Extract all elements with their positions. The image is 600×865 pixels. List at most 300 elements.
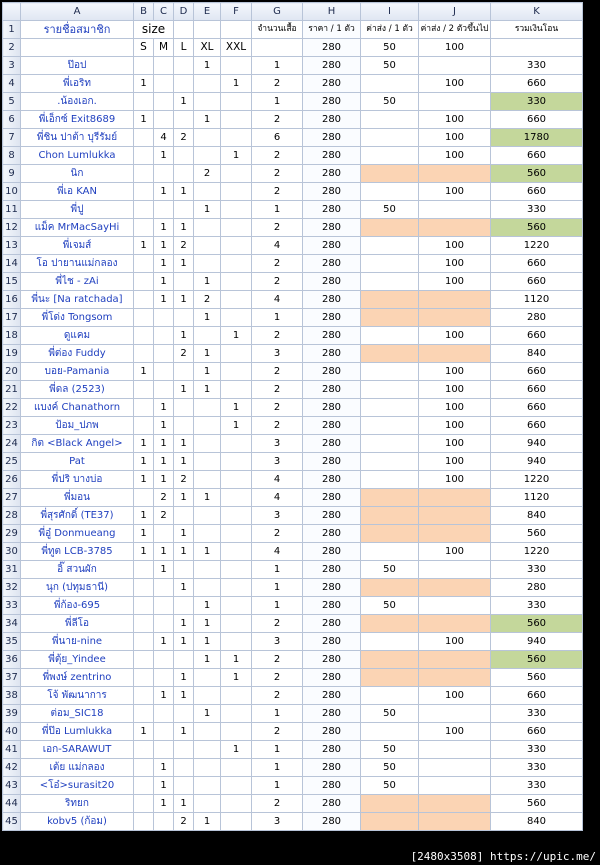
size-xxl-header[interactable]: XXL — [221, 39, 252, 57]
row-number[interactable]: 25 — [3, 453, 21, 471]
quantity-cell[interactable]: 2 — [252, 147, 303, 165]
member-name[interactable]: พี่อู๋ Donmueang — [21, 525, 134, 543]
size-xxl-count[interactable] — [221, 291, 252, 309]
size-s-count[interactable] — [134, 309, 154, 327]
size-xl-count[interactable]: 1 — [194, 705, 221, 723]
shipping-one-cell[interactable] — [361, 525, 419, 543]
price-cell[interactable]: 280 — [303, 147, 361, 165]
size-m-count[interactable] — [154, 579, 174, 597]
shipping-two-cell[interactable]: 100 — [419, 75, 491, 93]
price-cell[interactable]: 280 — [303, 561, 361, 579]
size-xl-count[interactable] — [194, 255, 221, 273]
total-cell[interactable]: 330 — [491, 741, 583, 759]
price-header[interactable]: ราคา / 1 ตัว — [303, 21, 361, 39]
price-cell[interactable]: 280 — [303, 93, 361, 111]
size-s-count[interactable] — [134, 633, 154, 651]
cell[interactable] — [221, 21, 252, 39]
price-cell[interactable]: 280 — [303, 471, 361, 489]
shipping-one-cell[interactable] — [361, 615, 419, 633]
shipping-two-cell[interactable]: 100 — [419, 417, 491, 435]
shipping-two-cell[interactable] — [419, 777, 491, 795]
total-cell[interactable]: 940 — [491, 633, 583, 651]
size-xxl-count[interactable] — [221, 489, 252, 507]
size-xl-count[interactable] — [194, 723, 221, 741]
price-cell[interactable]: 280 — [303, 723, 361, 741]
size-xl-count[interactable]: 1 — [194, 489, 221, 507]
size-s-count[interactable] — [134, 345, 154, 363]
shipping-one-cell[interactable] — [361, 273, 419, 291]
total-cell[interactable]: 660 — [491, 255, 583, 273]
price-cell[interactable]: 280 — [303, 345, 361, 363]
member-list-header[interactable]: รายชื่อสมาชิก — [21, 21, 134, 39]
size-xl-count[interactable] — [194, 129, 221, 147]
size-s-count[interactable] — [134, 759, 154, 777]
shipping-two-cell[interactable] — [419, 741, 491, 759]
size-s-count[interactable]: 1 — [134, 471, 154, 489]
quantity-cell[interactable]: 1 — [252, 759, 303, 777]
size-m-count[interactable]: 1 — [154, 795, 174, 813]
quantity-cell[interactable]: 3 — [252, 453, 303, 471]
quantity-cell[interactable]: 2 — [252, 399, 303, 417]
total-cell[interactable]: 660 — [491, 273, 583, 291]
row-number[interactable]: 26 — [3, 471, 21, 489]
size-l-count[interactable]: 1 — [174, 219, 194, 237]
total-cell[interactable]: 330 — [491, 201, 583, 219]
size-xl-count[interactable] — [194, 327, 221, 345]
row-number[interactable]: 38 — [3, 687, 21, 705]
shipping-two-cell[interactable] — [419, 525, 491, 543]
shipping-two-header[interactable]: ค่าส่ง / 2 ตัวขึ้นไป — [419, 21, 491, 39]
quantity-cell[interactable]: 2 — [252, 651, 303, 669]
row-number[interactable]: 29 — [3, 525, 21, 543]
shipping-two-cell[interactable] — [419, 813, 491, 831]
row-number[interactable]: 4 — [3, 75, 21, 93]
size-m-count[interactable]: 1 — [154, 273, 174, 291]
size-xl-count[interactable] — [194, 147, 221, 165]
total-cell[interactable]: 660 — [491, 327, 583, 345]
total-cell[interactable]: 940 — [491, 435, 583, 453]
member-name[interactable]: ป๊อป — [21, 57, 134, 75]
size-xxl-count[interactable] — [221, 705, 252, 723]
size-s-count[interactable] — [134, 165, 154, 183]
price-cell[interactable]: 280 — [303, 525, 361, 543]
col-header-f[interactable]: F — [221, 3, 252, 21]
member-name[interactable]: ดูแคม — [21, 327, 134, 345]
size-m-count[interactable]: 1 — [154, 183, 174, 201]
size-l-count[interactable]: 1 — [174, 183, 194, 201]
shipping-one-cell[interactable] — [361, 489, 419, 507]
total-cell[interactable]: 940 — [491, 453, 583, 471]
shipping-one-cell[interactable]: 50 — [361, 561, 419, 579]
size-xl-count[interactable]: 1 — [194, 633, 221, 651]
total-cell[interactable]: 1220 — [491, 543, 583, 561]
size-m-count[interactable]: 1 — [154, 633, 174, 651]
shipping-two-cell[interactable]: 100 — [419, 633, 491, 651]
total-cell[interactable]: 660 — [491, 399, 583, 417]
member-name[interactable]: กิต <Black Angel> — [21, 435, 134, 453]
row-number[interactable]: 34 — [3, 615, 21, 633]
quantity-cell[interactable]: 1 — [252, 705, 303, 723]
size-xl-count[interactable]: 1 — [194, 813, 221, 831]
size-xl-count[interactable]: 1 — [194, 651, 221, 669]
cell[interactable] — [252, 39, 303, 57]
price-cell[interactable]: 280 — [303, 777, 361, 795]
size-xxl-count[interactable]: 1 — [221, 669, 252, 687]
size-l-count[interactable] — [174, 147, 194, 165]
size-xl-count[interactable] — [194, 183, 221, 201]
price-cell[interactable]: 280 — [303, 579, 361, 597]
size-xl-count[interactable] — [194, 75, 221, 93]
total-cell[interactable]: 330 — [491, 597, 583, 615]
total-cell[interactable]: 560 — [491, 615, 583, 633]
shipping-two-cell[interactable]: 100 — [419, 399, 491, 417]
quantity-cell[interactable]: 2 — [252, 417, 303, 435]
total-cell[interactable]: 560 — [491, 795, 583, 813]
price-cell[interactable]: 280 — [303, 327, 361, 345]
quantity-cell[interactable]: 2 — [252, 525, 303, 543]
price-cell[interactable]: 280 — [303, 237, 361, 255]
shipping-two-cell[interactable] — [419, 579, 491, 597]
total-cell[interactable]: 660 — [491, 687, 583, 705]
member-name[interactable]: บอย-Pamania — [21, 363, 134, 381]
size-m-count[interactable]: 1 — [154, 759, 174, 777]
shipping-two-cell[interactable]: 100 — [419, 543, 491, 561]
row-number[interactable]: 22 — [3, 399, 21, 417]
member-name[interactable]: Chon Lumlukka — [21, 147, 134, 165]
member-name[interactable]: พี่ก้อง-695 — [21, 597, 134, 615]
total-cell[interactable]: 330 — [491, 705, 583, 723]
size-xl-count[interactable]: 1 — [194, 363, 221, 381]
size-l-count[interactable] — [174, 75, 194, 93]
shipping-two-cell[interactable] — [419, 795, 491, 813]
size-m-count[interactable] — [154, 111, 174, 129]
size-xl-count[interactable] — [194, 759, 221, 777]
size-s-count[interactable] — [134, 489, 154, 507]
size-l-count[interactable] — [174, 507, 194, 525]
row-number[interactable]: 30 — [3, 543, 21, 561]
member-name[interactable]: เต้ย แม่กลอง — [21, 759, 134, 777]
shipping-two-cell[interactable]: 100 — [419, 363, 491, 381]
size-l-count[interactable]: 1 — [174, 633, 194, 651]
price-cell[interactable]: 280 — [303, 183, 361, 201]
size-m-count[interactable] — [154, 615, 174, 633]
quantity-cell[interactable]: 1 — [252, 777, 303, 795]
shipping-one-cell[interactable] — [361, 669, 419, 687]
shipping-one-cell[interactable] — [361, 309, 419, 327]
size-l-count[interactable]: 2 — [174, 471, 194, 489]
price-cell[interactable]: 280 — [303, 381, 361, 399]
col-header-c[interactable]: C — [154, 3, 174, 21]
size-xl-count[interactable] — [194, 435, 221, 453]
size-xl-count[interactable]: 1 — [194, 309, 221, 327]
size-xxl-count[interactable] — [221, 201, 252, 219]
shipping-two-cell[interactable] — [419, 615, 491, 633]
size-l-count[interactable] — [174, 399, 194, 417]
member-name[interactable]: <โอ๋>surasit20 — [21, 777, 134, 795]
shipping-two-cell[interactable] — [419, 651, 491, 669]
cell[interactable] — [174, 21, 194, 39]
total-cell[interactable]: 660 — [491, 75, 583, 93]
quantity-cell[interactable]: 2 — [252, 363, 303, 381]
member-name[interactable]: พี่พงษ์ zentrino — [21, 669, 134, 687]
size-s-count[interactable] — [134, 219, 154, 237]
size-s-count[interactable] — [134, 669, 154, 687]
member-name[interactable]: พี่ปริ บางบ่อ — [21, 471, 134, 489]
size-l-count[interactable] — [174, 309, 194, 327]
size-m-count[interactable] — [154, 201, 174, 219]
member-name[interactable]: ต่อม_SIC18 — [21, 705, 134, 723]
size-m-count[interactable] — [154, 309, 174, 327]
shipping-two-cell[interactable]: 100 — [419, 147, 491, 165]
shipping-one-cell[interactable]: 50 — [361, 57, 419, 75]
shipping-one-cell[interactable] — [361, 75, 419, 93]
cell[interactable] — [194, 21, 221, 39]
shipping-two-cell[interactable]: 100 — [419, 471, 491, 489]
size-s-count[interactable] — [134, 381, 154, 399]
size-m-count[interactable]: 2 — [154, 507, 174, 525]
size-l-count[interactable]: 1 — [174, 795, 194, 813]
member-name[interactable]: พี่นาย-nine — [21, 633, 134, 651]
shipping-two-cell[interactable]: 100 — [419, 453, 491, 471]
size-m-count[interactable]: 1 — [154, 237, 174, 255]
size-l-count[interactable] — [174, 273, 194, 291]
quantity-cell[interactable]: 3 — [252, 633, 303, 651]
shipping-two-cell[interactable] — [419, 489, 491, 507]
shipping-two-cell[interactable]: 100 — [419, 381, 491, 399]
member-name[interactable]: นิก — [21, 165, 134, 183]
shipping-one-cell[interactable] — [361, 795, 419, 813]
size-s-count[interactable]: 1 — [134, 723, 154, 741]
shipping-one-cell[interactable] — [361, 417, 419, 435]
size-xxl-count[interactable] — [221, 363, 252, 381]
size-xxl-count[interactable] — [221, 813, 252, 831]
price-cell[interactable]: 280 — [303, 687, 361, 705]
size-xxl-count[interactable] — [221, 723, 252, 741]
total-cell[interactable]: 560 — [491, 525, 583, 543]
size-s-count[interactable] — [134, 399, 154, 417]
quantity-cell[interactable]: 2 — [252, 687, 303, 705]
size-m-count[interactable]: 1 — [154, 417, 174, 435]
quantity-cell[interactable]: 3 — [252, 435, 303, 453]
member-name[interactable]: พี่เจมส์ — [21, 237, 134, 255]
price-cell[interactable]: 280 — [303, 111, 361, 129]
quantity-cell[interactable]: 1 — [252, 93, 303, 111]
size-m-count[interactable]: 1 — [154, 777, 174, 795]
size-s-count[interactable]: 1 — [134, 435, 154, 453]
shipping-one-cell[interactable] — [361, 327, 419, 345]
col-header-i[interactable]: I — [361, 3, 419, 21]
row-number[interactable]: 20 — [3, 363, 21, 381]
row-number[interactable]: 5 — [3, 93, 21, 111]
size-s-count[interactable] — [134, 777, 154, 795]
size-xl-count[interactable]: 1 — [194, 273, 221, 291]
size-xxl-count[interactable] — [221, 633, 252, 651]
quantity-cell[interactable]: 2 — [252, 219, 303, 237]
shipping-one-cell[interactable]: 50 — [361, 597, 419, 615]
price-cell[interactable]: 280 — [303, 705, 361, 723]
price-cell[interactable]: 280 — [303, 129, 361, 147]
size-xl-count[interactable] — [194, 777, 221, 795]
size-l-count[interactable]: 1 — [174, 255, 194, 273]
row-number[interactable]: 27 — [3, 489, 21, 507]
size-s-count[interactable] — [134, 57, 154, 75]
shipping-two-cell[interactable]: 100 — [419, 183, 491, 201]
shipping-one-cell[interactable] — [361, 399, 419, 417]
size-xxl-count[interactable] — [221, 777, 252, 795]
row-number[interactable]: 17 — [3, 309, 21, 327]
size-s-count[interactable] — [134, 705, 154, 723]
total-cell[interactable]: 660 — [491, 363, 583, 381]
price-cell[interactable]: 280 — [303, 255, 361, 273]
price-cell[interactable]: 280 — [303, 219, 361, 237]
size-xl-count[interactable]: 1 — [194, 597, 221, 615]
size-m-count[interactable] — [154, 345, 174, 363]
size-xxl-count[interactable]: 1 — [221, 417, 252, 435]
size-m-count[interactable] — [154, 75, 174, 93]
shipping-one-cell[interactable]: 50 — [361, 93, 419, 111]
col-header-j[interactable]: J — [419, 3, 491, 21]
size-xl-count[interactable] — [194, 507, 221, 525]
total-cell[interactable]: 840 — [491, 507, 583, 525]
shipping-two-cell[interactable] — [419, 561, 491, 579]
size-l-count[interactable]: 1 — [174, 489, 194, 507]
shipping-two-cell[interactable] — [419, 219, 491, 237]
row-number[interactable]: 36 — [3, 651, 21, 669]
member-name[interactable]: แม็ค MrMacSayHi — [21, 219, 134, 237]
size-xxl-count[interactable]: 1 — [221, 147, 252, 165]
size-s-count[interactable] — [134, 687, 154, 705]
size-l-count[interactable]: 1 — [174, 687, 194, 705]
size-s-count[interactable]: 1 — [134, 75, 154, 93]
member-name[interactable]: พี่เอริท — [21, 75, 134, 93]
size-s-count[interactable]: 1 — [134, 525, 154, 543]
size-m-count[interactable] — [154, 525, 174, 543]
cell[interactable] — [491, 39, 583, 57]
shipping-one-cell[interactable] — [361, 345, 419, 363]
size-s-count[interactable] — [134, 273, 154, 291]
size-s-count[interactable] — [134, 597, 154, 615]
size-m-count[interactable] — [154, 165, 174, 183]
size-xl-count[interactable] — [194, 795, 221, 813]
size-xxl-count[interactable] — [221, 435, 252, 453]
size-xl-count[interactable] — [194, 687, 221, 705]
size-xxl-count[interactable] — [221, 597, 252, 615]
price-cell[interactable]: 280 — [303, 759, 361, 777]
shipping-one-value[interactable]: 50 — [361, 39, 419, 57]
member-name[interactable]: Pat — [21, 453, 134, 471]
shipping-one-cell[interactable] — [361, 129, 419, 147]
quantity-cell[interactable]: 2 — [252, 165, 303, 183]
member-name[interactable]: kobv5 (ก้อม) — [21, 813, 134, 831]
size-xxl-count[interactable] — [221, 381, 252, 399]
size-m-count[interactable]: 1 — [154, 291, 174, 309]
cell[interactable] — [21, 39, 134, 57]
size-m-count[interactable]: 1 — [154, 219, 174, 237]
col-header-a[interactable]: A — [21, 3, 134, 21]
total-cell[interactable]: 560 — [491, 651, 583, 669]
total-cell[interactable]: 660 — [491, 723, 583, 741]
row-number[interactable]: 42 — [3, 759, 21, 777]
row-number[interactable]: 31 — [3, 561, 21, 579]
size-s-count[interactable]: 1 — [134, 363, 154, 381]
size-l-count[interactable]: 2 — [174, 129, 194, 147]
member-name[interactable]: พี่ดล (2523) — [21, 381, 134, 399]
size-l-count[interactable]: 1 — [174, 291, 194, 309]
size-xl-count[interactable]: 1 — [194, 381, 221, 399]
size-m-count[interactable]: 2 — [154, 489, 174, 507]
member-name[interactable]: พี่เอ็กซ์ Exit8689 — [21, 111, 134, 129]
size-xxl-count[interactable] — [221, 93, 252, 111]
price-cell[interactable]: 280 — [303, 597, 361, 615]
size-m-count[interactable]: 1 — [154, 543, 174, 561]
size-l-count[interactable] — [174, 597, 194, 615]
size-l-count[interactable]: 1 — [174, 543, 194, 561]
size-xl-count[interactable]: 2 — [194, 291, 221, 309]
size-m-count[interactable] — [154, 813, 174, 831]
shipping-one-cell[interactable]: 50 — [361, 741, 419, 759]
size-xl-count[interactable] — [194, 399, 221, 417]
size-m-count[interactable] — [154, 93, 174, 111]
member-name[interactable]: พี่ชิน ปาต้า บุรีรัมย์ — [21, 129, 134, 147]
size-m-count[interactable]: 1 — [154, 687, 174, 705]
total-cell[interactable]: 1780 — [491, 129, 583, 147]
shipping-one-cell[interactable] — [361, 453, 419, 471]
col-header-h[interactable]: H — [303, 3, 361, 21]
size-xxl-count[interactable] — [221, 237, 252, 255]
shipping-one-cell[interactable] — [361, 147, 419, 165]
shipping-one-cell[interactable] — [361, 687, 419, 705]
member-name[interactable]: พี่ไช - zAi — [21, 273, 134, 291]
size-xxl-count[interactable] — [221, 129, 252, 147]
quantity-cell[interactable]: 2 — [252, 255, 303, 273]
price-cell[interactable]: 280 — [303, 309, 361, 327]
size-s-count[interactable] — [134, 327, 154, 345]
price-cell[interactable]: 280 — [303, 165, 361, 183]
member-name[interactable]: พี่เอ KAN — [21, 183, 134, 201]
price-cell[interactable]: 280 — [303, 363, 361, 381]
quantity-cell[interactable]: 4 — [252, 471, 303, 489]
total-header[interactable]: รวมเงินโอน — [491, 21, 583, 39]
size-l-count[interactable]: 1 — [174, 453, 194, 471]
size-xxl-count[interactable] — [221, 543, 252, 561]
size-l-count[interactable] — [174, 201, 194, 219]
row-number[interactable]: 1 — [3, 21, 21, 39]
quantity-cell[interactable]: 3 — [252, 345, 303, 363]
size-l-count[interactable] — [174, 561, 194, 579]
row-number[interactable]: 2 — [3, 39, 21, 57]
col-header-g[interactable]: G — [252, 3, 303, 21]
quantity-cell[interactable]: 1 — [252, 597, 303, 615]
price-cell[interactable]: 280 — [303, 741, 361, 759]
member-name[interactable]: เอก-SARAWUT — [21, 741, 134, 759]
size-m-count[interactable] — [154, 597, 174, 615]
total-cell[interactable]: 660 — [491, 147, 583, 165]
price-cell[interactable]: 280 — [303, 669, 361, 687]
size-s-count[interactable]: 1 — [134, 507, 154, 525]
size-xxl-count[interactable] — [221, 345, 252, 363]
size-s-count[interactable] — [134, 579, 154, 597]
col-header-b[interactable]: B — [134, 3, 154, 21]
total-cell[interactable]: 1120 — [491, 489, 583, 507]
size-l-count[interactable]: 2 — [174, 345, 194, 363]
col-header-k[interactable]: K — [491, 3, 583, 21]
quantity-cell[interactable]: 1 — [252, 579, 303, 597]
size-l-header[interactable]: L — [174, 39, 194, 57]
unit-price-value[interactable]: 280 — [303, 39, 361, 57]
shipping-one-cell[interactable] — [361, 165, 419, 183]
shipping-two-cell[interactable]: 100 — [419, 435, 491, 453]
size-m-count[interactable]: 1 — [154, 255, 174, 273]
